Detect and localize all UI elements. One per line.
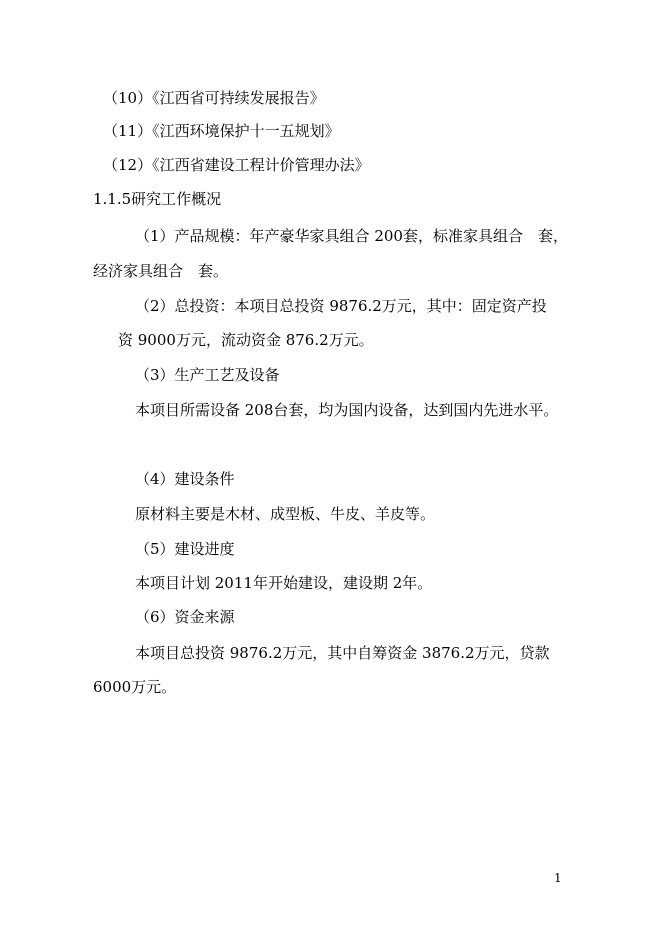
investment-line-2: 资 9000万元，流动资金 876.2万元。 <box>118 331 374 349</box>
conditions-heading: （4）建设条件 <box>135 470 235 488</box>
funding-heading: （6）资金来源 <box>135 608 235 626</box>
product-scale-line-1: （1）产品规模：年产豪华家具组合 200套，标准家具组合 套， <box>135 227 568 245</box>
process-text: 本项目所需设备 208台套，均为国内设备，达到国内先进水平。 <box>135 401 559 419</box>
schedule-heading: （5）建设进度 <box>135 540 235 558</box>
reference-11: （11）《江西环境保护十一五规划》 <box>103 122 340 140</box>
process-heading: （3）生产工艺及设备 <box>135 366 280 384</box>
reference-12: （12）《江西省建设工程计价管理办法》 <box>103 156 370 174</box>
section-heading: 1.1.5研究工作概况 <box>93 190 222 208</box>
funding-line-2: 6000万元。 <box>93 678 177 696</box>
schedule-text: 本项目计划 2011年开始建设，建设期 2年。 <box>135 574 433 592</box>
page-number: 1 <box>554 871 562 885</box>
conditions-text: 原材料主要是木材、成型板、牛皮、羊皮等。 <box>135 505 436 523</box>
funding-line-1: 本项目总投资 9876.2万元，其中自筹资金 3876.2万元，贷款 <box>135 644 550 662</box>
investment-line-1: （2）总投资：本项目总投资 9876.2万元，其中：固定资产投 <box>135 297 547 315</box>
reference-10: （10）《江西省可持续发展报告》 <box>103 89 325 107</box>
product-scale-line-2: 经济家具组合 套。 <box>93 262 229 280</box>
